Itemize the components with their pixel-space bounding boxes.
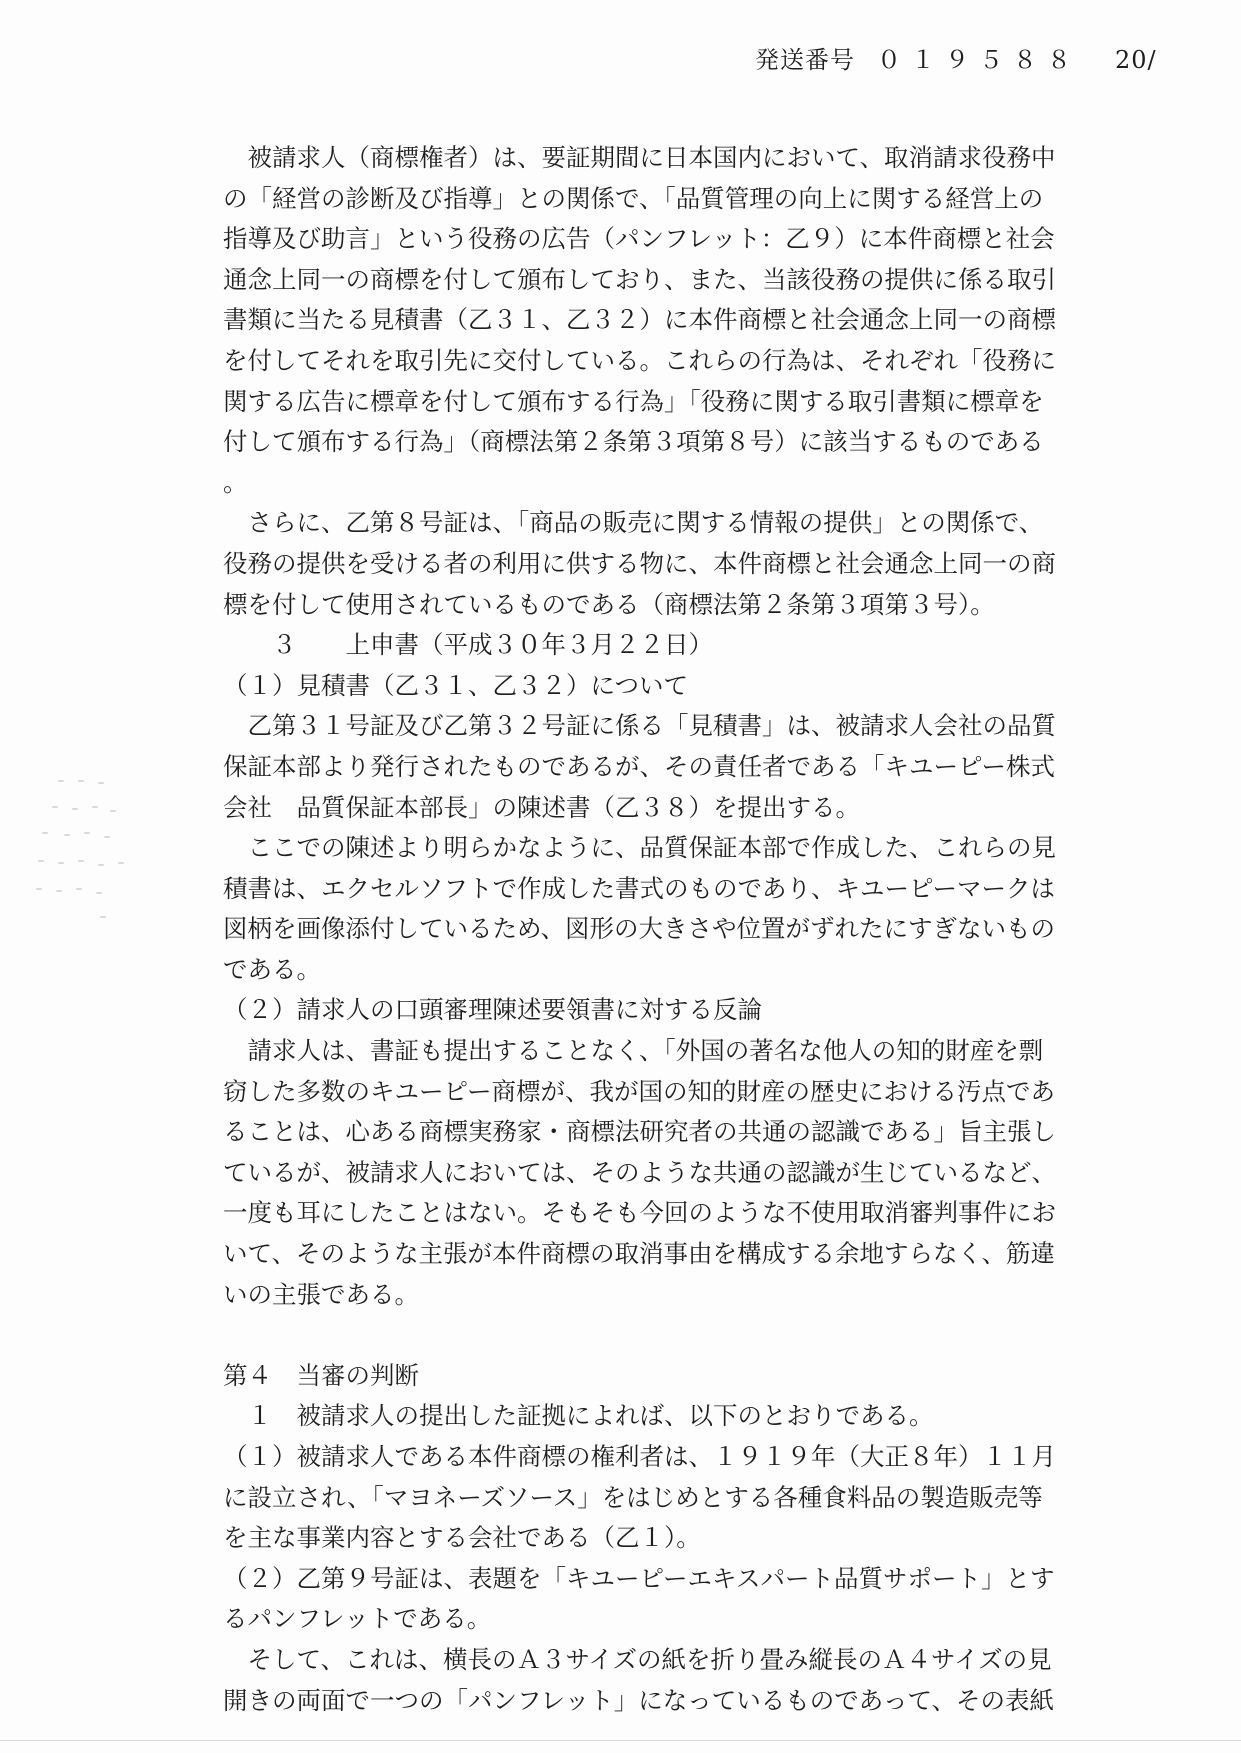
- text-line: いて、そのような主張が本件商標の取消事由を構成する余地すらなく、筋違: [223, 1239, 1056, 1269]
- text-line: に設立され、「マヨネーズソース」をはじめとする各種食料品の製造販売等: [223, 1482, 1043, 1512]
- page-header: [755, 40, 1157, 75]
- text-line: 。: [223, 467, 248, 497]
- text-line: （２）乙第９号証は、表題を「キユーピーエキスパート品質サポート」とす: [223, 1563, 1055, 1593]
- text-line: 指導及び助言」という役務の広告（パンフレット：乙９）に本件商標と社会: [223, 224, 1055, 254]
- text-line: 会社 品質保証本部長」の陳述書（乙３８）を提出する。: [223, 792, 860, 822]
- text-line: 積書は、エクセルソフトで作成した書式のものであり、キユーピーマークは: [223, 873, 1056, 903]
- text-line: である。: [223, 954, 321, 984]
- text-line: （１）被請求人である本件商標の権利者は、１９１９年（大正８年）１１月: [223, 1442, 1056, 1471]
- chapter-heading: 第４ 当審の判断: [223, 1360, 419, 1390]
- dispatch-number-label: 発送番号: [755, 46, 855, 74]
- scan-edge: [0, 1740, 1241, 1741]
- document-body: [223, 138, 1079, 1721]
- section-heading: １ 被請求人の提出した証拠によれば、以下のとおりである。: [223, 1401, 934, 1431]
- text-line: 被請求人（商標権者）は、要証期間に日本国内において、取消請求役務中: [223, 143, 1056, 172]
- text-line: いの主張である。: [223, 1279, 419, 1309]
- text-line: そして、これは、横長のＡ３サイズの紙を折り畳み縦長のＡ４サイズの見: [223, 1644, 1052, 1674]
- text-line: 一度も耳にしたことはない。そもそも今回のような不使用取消審判事件にお: [223, 1198, 1056, 1228]
- text-line: ることは、心ある商標実務家・商標法研究者の共通の認識である」旨主張し: [223, 1117, 1056, 1147]
- text-line: さらに、乙第８号証は、「商品の販売に関する情報の提供」との関係で、: [223, 508, 1044, 538]
- section-heading: ３ 上申書（平成３０年３月２２日）: [223, 630, 713, 660]
- text-line: を付してそれを取引先に交付している。これらの行為は、それぞれ「役務に: [223, 345, 1056, 375]
- text-line: ているが、被請求人においては、そのような共通の認識が生じているなど、: [223, 1157, 1056, 1187]
- text-line: 書類に当たる見積書（乙３１、乙３２）に本件商標と社会通念上同一の商標: [223, 305, 1056, 335]
- text-line: 乙第３１号証及び乙第３２号証に係る「見積書」は、被請求人会社の品質: [223, 711, 1056, 741]
- text-line: 保証本部より発行されたものであるが、その責任者である「キユーピー株式: [223, 751, 1056, 781]
- text-line: 関する広告に標章を付して頒布する行為」「役務に関する取引書類に標章を: [223, 386, 1044, 416]
- scan-artifact: [30, 780, 130, 930]
- blank-line: [223, 1315, 1079, 1356]
- text-line: 役務の提供を受ける者の利用に供する物に、本件商標と社会通念上同一の商: [223, 548, 1056, 578]
- text-line: 通念上同一の商標を付して頒布しており、また、当該役務の提供に係る取引: [223, 264, 1056, 294]
- text-line: 付して頒布する行為」（商標法第２条第３項第８号）に該当するものである: [223, 427, 1044, 457]
- text-line: 請求人は、書証も提出することなく、「外国の著名な他人の知的財産を剽: [223, 1036, 1044, 1066]
- subsection-heading: （１）見積書（乙３１、乙３２）について: [223, 670, 689, 700]
- text-line: 開きの両面で一つの「パンフレット」になっているものであって、その表紙: [223, 1685, 1055, 1715]
- dispatch-number: ０１９５８８: [877, 46, 1081, 74]
- text-line: 窃した多数のキユーピー商標が、我が国の知的財産の歴史における汚点であ: [223, 1076, 1056, 1106]
- subsection-heading: （２）請求人の口頭審理陳述要領書に対する反論: [223, 995, 762, 1025]
- text-line: の「経営の診断及び指導」との関係で、「品質管理の向上に関する経営上の: [223, 183, 1044, 213]
- page-number: 20/: [1115, 46, 1157, 74]
- text-line: るパンフレットである。: [223, 1604, 492, 1634]
- text-line: 図柄を画像添付しているため、図形の大きさや位置がずれたにすぎないもの: [223, 914, 1056, 944]
- text-line: ここでの陳述より明らかなように、品質保証本部で作成した、これらの見: [223, 833, 1056, 863]
- text-line: を主な事業内容とする会社である（乙１）。: [223, 1523, 701, 1553]
- text-line: 標を付して使用されているものである（商標法第２条第３項第３号）。: [223, 589, 995, 619]
